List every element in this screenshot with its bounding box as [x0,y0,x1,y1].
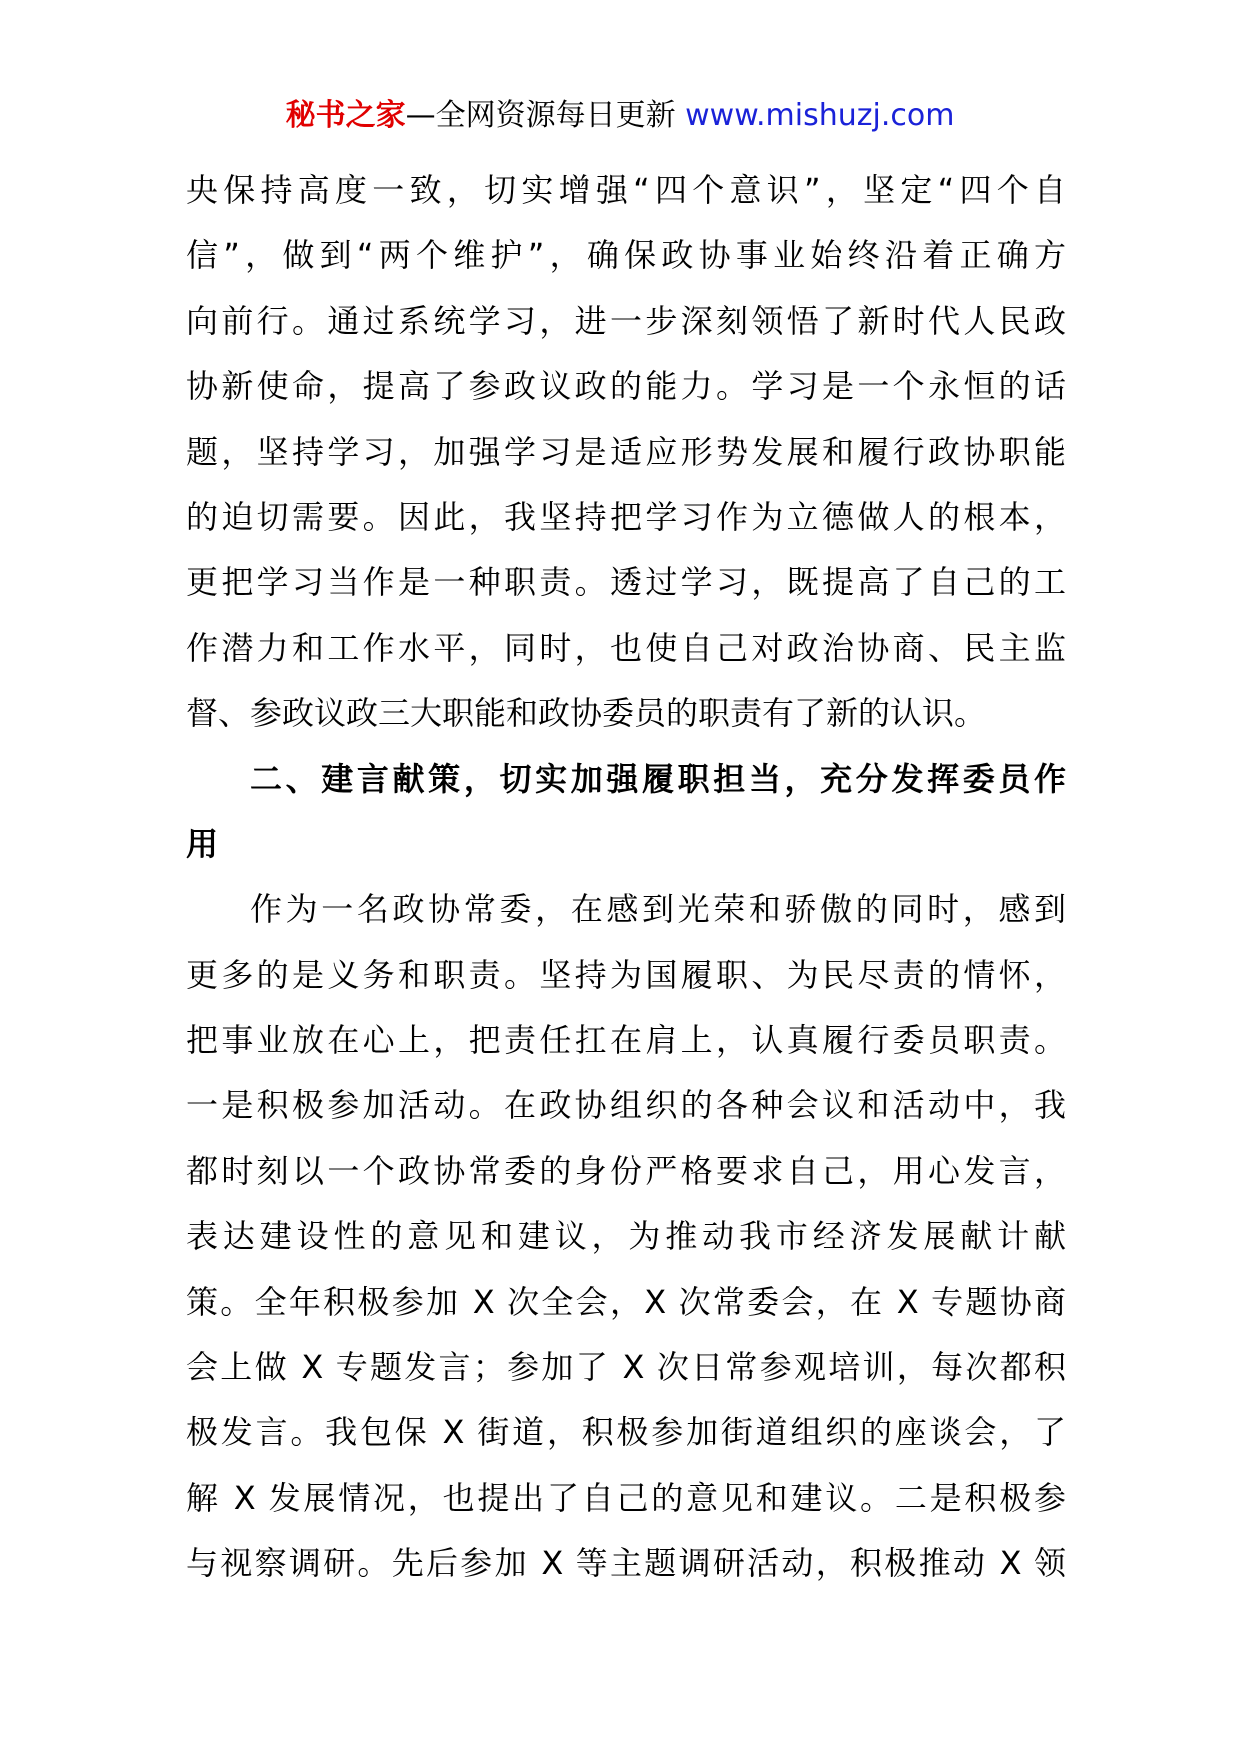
text-line: 信”，做到“两个维护”，确保政协事业始终沿着正确方 [186,236,1066,275]
text-line: 作潜力和工作水平，同时，也使自己对政治协商、民主监 [186,628,1066,667]
text-line: 央保持高度一致，切实增强“四个意识”，坚定“四个自 [186,171,1066,209]
section-heading-continued: 用 [186,824,219,863]
header-tagline: —全网资源每日更新 [405,98,686,133]
text-line: 与视察调研。先后参加 X 等主题调研活动，积极推动 X 领 [186,1544,1066,1583]
text-line: 表达建设性的意见和建议，为推动我市经济发展献计献 [186,1217,1066,1256]
document-body [186,158,1066,1597]
text-line: 策。全年积极参加 X 次全会，X 次常委会，在 X 专题协商 [186,1282,1066,1321]
text-line: 作为一名政协常委，在感到光荣和骄傲的同时，感到 [250,890,1066,929]
text-line: 解 X 发展情况，也提出了自己的意见和建议。二是积极参 [186,1478,1066,1517]
text-line: 更多的是义务和职责。坚持为国履职、为民尽责的情怀， [186,955,1066,994]
site-header [0,96,1240,136]
text-line: 题，坚持学习，加强学习是适应形势发展和履行政协职能 [186,432,1066,471]
text-line: 都时刻以一个政协常委的身份严格要求自己，用心发言， [186,1151,1066,1190]
section-heading: 二、建言献策，切实加强履职担当，充分发挥委员作 [250,759,1066,798]
text-line: 极发言。我包保 X 街道，积极参加街道组织的座谈会，了 [186,1413,1066,1452]
text-line: 会上做 X 专题发言；参加了 X 次日常参观培训，每次都积 [186,1348,1066,1387]
brand-name: 秘书之家 [285,98,406,133]
text-line: 的迫切需要。因此，我坚持把学习作为立德做人的根本， [186,497,1066,536]
text-line: 督、参政议政三大职能和政协委员的职责有了新的认识。 [186,694,987,733]
text-line: 一是积极参加活动。在政协组织的各种会议和活动中，我 [186,1086,1066,1125]
text-line: 向前行。通过系统学习，进一步深刻领悟了新时代人民政 [186,301,1066,340]
text-line: 协新使命，提高了参政议政的能力。学习是一个永恒的话 [186,367,1066,406]
text-line: 把事业放在心上，把责任扛在肩上，认真履行委员职责。 [186,1021,1066,1060]
text-line: 更把学习当作是一种职责。透过学习，既提高了自己的工 [186,563,1066,602]
site-url-link[interactable]: www.mishuzj.com [685,98,955,133]
